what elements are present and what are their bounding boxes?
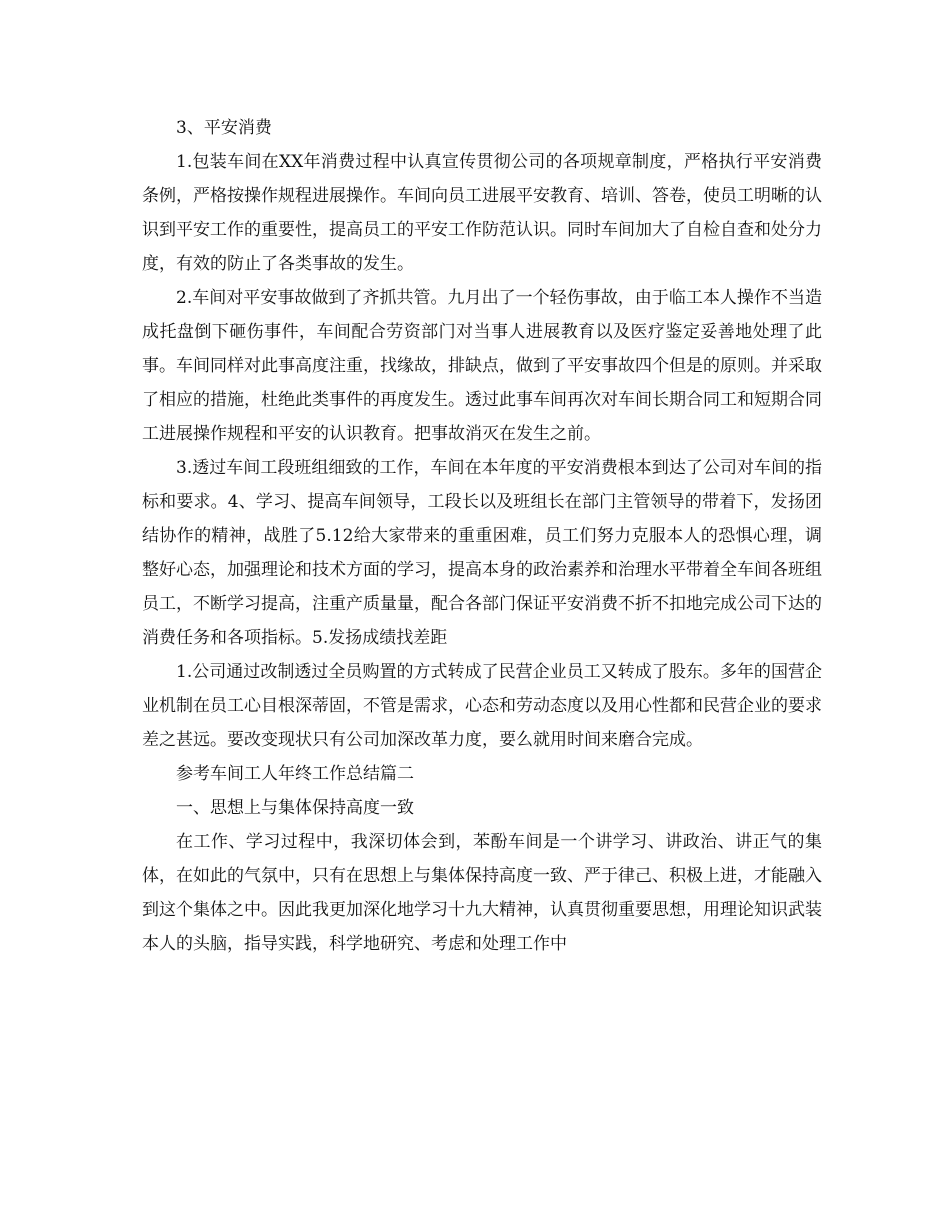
paragraph-safety-regulations: 1.包装车间在XX年消费过程中认真宣传贯彻公司的各项规章制度，严格执行平安消费条例，严格按操作规程进展操作。车间向员工进展平安教育、培训、答卷，使员工明晰的认识到平安工作的重要性，提高员工的平安工作防范认识。同时车间加大了自检自查和处分力度，有效的防止了各类事故的发生。 <box>142 152 822 274</box>
section-heading-safe-production: 3、平安消费 <box>176 118 272 138</box>
document-page <box>142 111 822 961</box>
paragraph-targets-and-learning: 3.透过车间工段班组细致的工作，车间在本年度的平安消费根本到达了公司对车间的指标和要求。4、学习、提高车间领导，工段长以及班组长在部门主管领导的带着下，发扬团结协作的精神，战胜了5.12给大家带来的重重困难，员工们努力克服本人的恐惧心理，调整好心态，加强理论和技术方面的学习，提高本身的政治素养和治理水平带着全车间各班组员工，不断学习提高，注重产质量量，配合各部门保证平安消费不折不扣地完成公司下达的消费任务和各项指标。5.发扬成绩找差距 <box>142 458 822 648</box>
section-heading-ideology: 一、思想上与集体保持高度一致 <box>176 798 414 818</box>
paragraph-work-study: 在工作、学习过程中，我深切体会到，苯酚车间是一个讲学习、讲政治、讲正气的集体，在如此的气氛中，只有在思想上与集体保持高度一致、严于律己、积极上进，才能融入到这个集体之中。因此我更加深化地学习十九大精神，认真贯彻重要思想，用理论知识武装本人的头脑，指导实践，科学地研究、考虑和处理工作中 <box>142 832 822 954</box>
paragraph-accident-handling: 2.车间对平安事故做到了齐抓共管。九月出了一个轻伤事故，由于临工本人操作不当造成托盘倒下砸伤事件，车间配合劳资部门对当事人进展教育以及医疗鉴定妥善地处理了此事。车间同样对此事高度注重，找缘故，排缺点，做到了平安事故四个但是的原则。并采取了相应的措施，杜绝此类事件的再度发生。透过此事车间再次对车间长期合同工和短期合同工进展操作规程和平安的认识教育。把事故消灭在发生之前。 <box>142 288 822 444</box>
article-subtitle: 参考车间工人年终工作总结篇二 <box>176 764 414 784</box>
paragraph-restructuring: 1.公司通过改制透过全员购置的方式转成了民营企业员工又转成了股东。多年的国营企业机制在员工心目根深蒂固，不管是需求，心态和劳动态度以及用心性都和民营企业的要求差之甚远。要改变现状只有公司加深改革力度，要么就用时间来磨合完成。 <box>142 662 822 750</box>
